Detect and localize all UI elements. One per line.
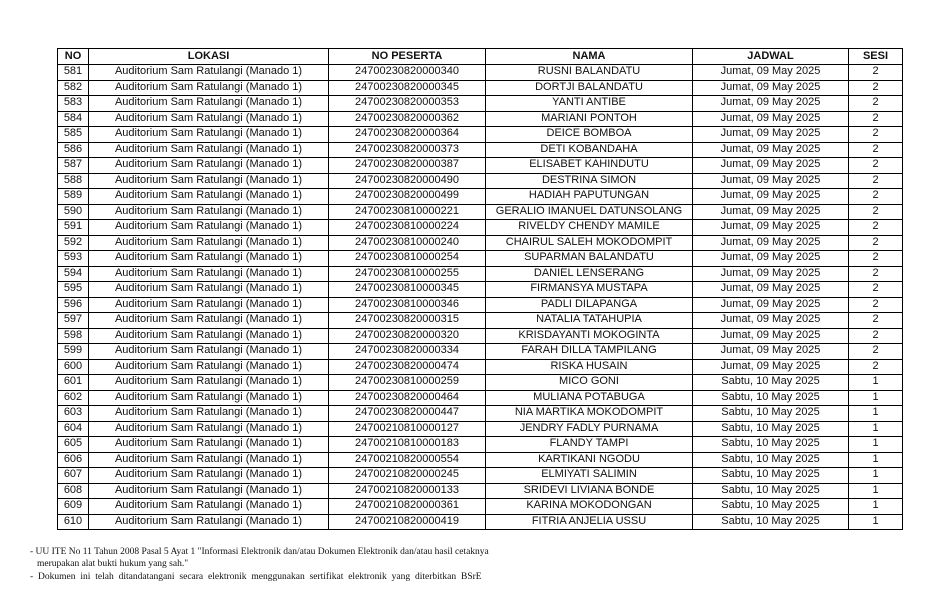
cell-no-peserta: 24700230820000353 [329, 96, 486, 112]
table-row [58, 328, 903, 344]
cell-lokasi: Auditorium Sam Ratulangi (Manado 1) [89, 421, 329, 437]
cell-sesi: 2 [849, 220, 903, 236]
column-header-nama: NAMA [486, 49, 693, 65]
cell-no-peserta: 24700210820000554 [329, 452, 486, 468]
cell-no: 608 [58, 483, 89, 499]
cell-no: 598 [58, 328, 89, 344]
cell-no: 591 [58, 220, 89, 236]
cell-nama: MICO GONI [486, 375, 693, 391]
cell-lokasi: Auditorium Sam Ratulangi (Manado 1) [89, 127, 329, 143]
cell-jadwal: Sabtu, 10 May 2025 [693, 499, 849, 515]
cell-sesi: 2 [849, 266, 903, 282]
cell-sesi: 1 [849, 406, 903, 422]
cell-jadwal: Jumat, 09 May 2025 [693, 142, 849, 158]
table-row [58, 189, 903, 205]
cell-no: 582 [58, 80, 89, 96]
cell-jadwal: Jumat, 09 May 2025 [693, 235, 849, 251]
cell-nama: FLANDY TAMPI [486, 437, 693, 453]
cell-sesi: 2 [849, 297, 903, 313]
table-row [58, 127, 903, 143]
cell-jadwal: Jumat, 09 May 2025 [693, 111, 849, 127]
cell-no: 588 [58, 173, 89, 189]
cell-jadwal: Jumat, 09 May 2025 [693, 328, 849, 344]
cell-no: 605 [58, 437, 89, 453]
table-row [58, 111, 903, 127]
cell-no-peserta: 24700210820000245 [329, 468, 486, 484]
table-header-row [58, 49, 903, 65]
cell-no-peserta: 24700230820000474 [329, 359, 486, 375]
cell-jadwal: Sabtu, 10 May 2025 [693, 421, 849, 437]
cell-no-peserta: 24700230820000499 [329, 189, 486, 205]
cell-no: 593 [58, 251, 89, 267]
cell-nama: ELMIYATI SALIMIN [486, 468, 693, 484]
cell-lokasi: Auditorium Sam Ratulangi (Manado 1) [89, 514, 329, 530]
cell-no-peserta: 24700230820000464 [329, 390, 486, 406]
cell-sesi: 2 [849, 328, 903, 344]
cell-no: 609 [58, 499, 89, 515]
cell-lokasi: Auditorium Sam Ratulangi (Manado 1) [89, 142, 329, 158]
cell-no: 606 [58, 452, 89, 468]
cell-nama: RIVELDY CHENDY MAMILE [486, 220, 693, 236]
cell-no: 607 [58, 468, 89, 484]
cell-nama: RUSNI BALANDATU [486, 65, 693, 81]
column-header-no: NO [58, 49, 89, 65]
cell-nama: KARINA MOKODONGAN [486, 499, 693, 515]
cell-no-peserta: 24700230820000447 [329, 406, 486, 422]
cell-lokasi: Auditorium Sam Ratulangi (Manado 1) [89, 297, 329, 313]
cell-sesi: 2 [849, 80, 903, 96]
cell-sesi: 2 [849, 142, 903, 158]
cell-jadwal: Sabtu, 10 May 2025 [693, 406, 849, 422]
cell-jadwal: Sabtu, 10 May 2025 [693, 437, 849, 453]
table-row [58, 514, 903, 530]
cell-jadwal: Jumat, 09 May 2025 [693, 313, 849, 329]
cell-lokasi: Auditorium Sam Ratulangi (Manado 1) [89, 406, 329, 422]
table-row [58, 142, 903, 158]
cell-no-peserta: 24700230810000224 [329, 220, 486, 236]
cell-sesi: 2 [849, 282, 903, 298]
table-row [58, 96, 903, 112]
cell-lokasi: Auditorium Sam Ratulangi (Manado 1) [89, 375, 329, 391]
cell-no: 597 [58, 313, 89, 329]
cell-no-peserta: 24700230810000240 [329, 235, 486, 251]
note-uu-ite-line2: merupakan alat bukti hukum yang sah." [37, 559, 189, 570]
cell-no-peserta: 24700230820000490 [329, 173, 486, 189]
cell-jadwal: Jumat, 09 May 2025 [693, 297, 849, 313]
cell-jadwal: Sabtu, 10 May 2025 [693, 514, 849, 530]
cell-jadwal: Jumat, 09 May 2025 [693, 344, 849, 360]
cell-no: 585 [58, 127, 89, 143]
cell-no: 586 [58, 142, 89, 158]
cell-lokasi: Auditorium Sam Ratulangi (Manado 1) [89, 220, 329, 236]
cell-no-peserta: 24700210820000361 [329, 499, 486, 515]
cell-sesi: 1 [849, 483, 903, 499]
cell-sesi: 2 [849, 251, 903, 267]
cell-jadwal: Jumat, 09 May 2025 [693, 204, 849, 220]
cell-sesi: 1 [849, 390, 903, 406]
cell-no-peserta: 24700210810000183 [329, 437, 486, 453]
cell-jadwal: Jumat, 09 May 2025 [693, 359, 849, 375]
cell-lokasi: Auditorium Sam Ratulangi (Manado 1) [89, 328, 329, 344]
cell-no: 590 [58, 204, 89, 220]
cell-sesi: 2 [849, 313, 903, 329]
table-row [58, 468, 903, 484]
cell-nama: PADLI DILAPANGA [486, 297, 693, 313]
cell-jadwal: Jumat, 09 May 2025 [693, 220, 849, 236]
cell-lokasi: Auditorium Sam Ratulangi (Manado 1) [89, 173, 329, 189]
cell-no: 584 [58, 111, 89, 127]
note-digital-signature: - Dokumen ini telah ditandatangani secara elektronik menggunakan sertifikat elektronik yang diterbitkan BSrE [30, 571, 482, 582]
cell-lokasi: Auditorium Sam Ratulangi (Manado 1) [89, 189, 329, 205]
cell-jadwal: Jumat, 09 May 2025 [693, 251, 849, 267]
cell-nama: YANTI ANTIBE [486, 96, 693, 112]
cell-nama: KARTIKANI NGODU [486, 452, 693, 468]
cell-lokasi: Auditorium Sam Ratulangi (Manado 1) [89, 204, 329, 220]
cell-no: 604 [58, 421, 89, 437]
cell-no: 603 [58, 406, 89, 422]
table-row [58, 483, 903, 499]
cell-nama: DEICE BOMBOA [486, 127, 693, 143]
table-row [58, 452, 903, 468]
table-row [58, 421, 903, 437]
cell-lokasi: Auditorium Sam Ratulangi (Manado 1) [89, 282, 329, 298]
cell-nama: RISKA HUSAIN [486, 359, 693, 375]
table-row [58, 235, 903, 251]
cell-no-peserta: 24700230820000364 [329, 127, 486, 143]
cell-nama: HADIAH PAPUTUNGAN [486, 189, 693, 205]
table-row [58, 375, 903, 391]
table-row [58, 390, 903, 406]
table-row [58, 313, 903, 329]
cell-sesi: 2 [849, 235, 903, 251]
cell-lokasi: Auditorium Sam Ratulangi (Manado 1) [89, 390, 329, 406]
table-row [58, 251, 903, 267]
cell-sesi: 1 [849, 421, 903, 437]
cell-jadwal: Jumat, 09 May 2025 [693, 96, 849, 112]
cell-no-peserta: 24700230820000315 [329, 313, 486, 329]
cell-no-peserta: 24700230820000387 [329, 158, 486, 174]
cell-sesi: 2 [849, 111, 903, 127]
cell-no: 596 [58, 297, 89, 313]
cell-nama: SUPARMAN BALANDATU [486, 251, 693, 267]
cell-jadwal: Jumat, 09 May 2025 [693, 80, 849, 96]
table-row [58, 359, 903, 375]
cell-sesi: 2 [849, 158, 903, 174]
cell-no-peserta: 24700210810000127 [329, 421, 486, 437]
cell-jadwal: Jumat, 09 May 2025 [693, 189, 849, 205]
cell-lokasi: Auditorium Sam Ratulangi (Manado 1) [89, 266, 329, 282]
cell-nama: JENDRY FADLY PURNAMA [486, 421, 693, 437]
legal-notes [30, 546, 630, 583]
table-row [58, 220, 903, 236]
table-row [58, 173, 903, 189]
cell-lokasi: Auditorium Sam Ratulangi (Manado 1) [89, 452, 329, 468]
cell-no: 601 [58, 375, 89, 391]
cell-no-peserta: 24700230820000362 [329, 111, 486, 127]
cell-lokasi: Auditorium Sam Ratulangi (Manado 1) [89, 483, 329, 499]
cell-no: 589 [58, 189, 89, 205]
cell-lokasi: Auditorium Sam Ratulangi (Manado 1) [89, 359, 329, 375]
cell-nama: SRIDEVI LIVIANA BONDE [486, 483, 693, 499]
cell-nama: DANIEL LENSERANG [486, 266, 693, 282]
cell-lokasi: Auditorium Sam Ratulangi (Manado 1) [89, 437, 329, 453]
cell-lokasi: Auditorium Sam Ratulangi (Manado 1) [89, 111, 329, 127]
cell-jadwal: Sabtu, 10 May 2025 [693, 390, 849, 406]
cell-sesi: 1 [849, 375, 903, 391]
cell-nama: NATALIA TATAHUPIA [486, 313, 693, 329]
cell-nama: FIRMANSYA MUSTAPA [486, 282, 693, 298]
cell-sesi: 1 [849, 514, 903, 530]
cell-sesi: 2 [849, 65, 903, 81]
cell-lokasi: Auditorium Sam Ratulangi (Manado 1) [89, 235, 329, 251]
cell-sesi: 2 [849, 173, 903, 189]
cell-no: 594 [58, 266, 89, 282]
cell-no: 602 [58, 390, 89, 406]
cell-sesi: 1 [849, 452, 903, 468]
cell-nama: KRISDAYANTI MOKOGINTA [486, 328, 693, 344]
cell-jadwal: Jumat, 09 May 2025 [693, 127, 849, 143]
cell-sesi: 2 [849, 96, 903, 112]
cell-nama: MULIANA POTABUGA [486, 390, 693, 406]
cell-jadwal: Sabtu, 10 May 2025 [693, 375, 849, 391]
table-body [58, 65, 903, 530]
cell-no-peserta: 24700230810000254 [329, 251, 486, 267]
cell-jadwal: Jumat, 09 May 2025 [693, 158, 849, 174]
cell-nama: DETI KOBANDAHA [486, 142, 693, 158]
table-row [58, 437, 903, 453]
cell-lokasi: Auditorium Sam Ratulangi (Manado 1) [89, 313, 329, 329]
cell-no-peserta: 24700230820000345 [329, 80, 486, 96]
cell-no-peserta: 24700230820000340 [329, 65, 486, 81]
cell-sesi: 2 [849, 204, 903, 220]
cell-jadwal: Sabtu, 10 May 2025 [693, 452, 849, 468]
cell-nama: DESTRINA SIMON [486, 173, 693, 189]
column-header-jadwal: JADWAL [693, 49, 849, 65]
cell-no: 600 [58, 359, 89, 375]
cell-nama: NIA MARTIKA MOKODOMPIT [486, 406, 693, 422]
cell-no-peserta: 24700230820000320 [329, 328, 486, 344]
cell-lokasi: Auditorium Sam Ratulangi (Manado 1) [89, 251, 329, 267]
cell-sesi: 1 [849, 468, 903, 484]
column-header-lokasi: LOKASI [89, 49, 329, 65]
cell-jadwal: Sabtu, 10 May 2025 [693, 483, 849, 499]
cell-nama: FITRIA ANJELIA USSU [486, 514, 693, 530]
cell-no-peserta: 24700230820000373 [329, 142, 486, 158]
cell-nama: GERALIO IMANUEL DATUNSOLANG [486, 204, 693, 220]
cell-jadwal: Jumat, 09 May 2025 [693, 282, 849, 298]
cell-no-peserta: 24700230810000221 [329, 204, 486, 220]
cell-lokasi: Auditorium Sam Ratulangi (Manado 1) [89, 80, 329, 96]
column-header-sesi: SESI [849, 49, 903, 65]
cell-jadwal: Sabtu, 10 May 2025 [693, 468, 849, 484]
cell-no-peserta: 24700230810000345 [329, 282, 486, 298]
table-row [58, 282, 903, 298]
table-row [58, 406, 903, 422]
cell-sesi: 2 [849, 189, 903, 205]
exam-schedule-table [57, 48, 903, 530]
table-row [58, 344, 903, 360]
cell-jadwal: Jumat, 09 May 2025 [693, 266, 849, 282]
cell-nama: CHAIRUL SALEH MOKODOMPIT [486, 235, 693, 251]
cell-lokasi: Auditorium Sam Ratulangi (Manado 1) [89, 65, 329, 81]
cell-jadwal: Jumat, 09 May 2025 [693, 65, 849, 81]
cell-sesi: 2 [849, 127, 903, 143]
cell-nama: ELISABET KAHINDUTU [486, 158, 693, 174]
cell-no: 583 [58, 96, 89, 112]
cell-no-peserta: 24700230810000346 [329, 297, 486, 313]
cell-no: 595 [58, 282, 89, 298]
cell-nama: MARIANI PONTOH [486, 111, 693, 127]
table-row [58, 158, 903, 174]
cell-no: 610 [58, 514, 89, 530]
note-uu-ite-line1: - UU ITE No 11 Tahun 2008 Pasal 5 Ayat 1 "Informasi Elektronik dan/atau Dokumen Elektronik dan/atau hasil cetaknya [30, 547, 489, 557]
cell-jadwal: Jumat, 09 May 2025 [693, 173, 849, 189]
cell-nama: DORTJI BALANDATU [486, 80, 693, 96]
cell-sesi: 2 [849, 359, 903, 375]
table-row [58, 204, 903, 220]
cell-lokasi: Auditorium Sam Ratulangi (Manado 1) [89, 96, 329, 112]
column-header-no-peserta: NO PESERTA [329, 49, 486, 65]
cell-sesi: 1 [849, 437, 903, 453]
cell-no-peserta: 24700230810000255 [329, 266, 486, 282]
cell-nama: FARAH DILLA TAMPILANG [486, 344, 693, 360]
table-row [58, 65, 903, 81]
cell-no: 587 [58, 158, 89, 174]
cell-no-peserta: 24700230810000259 [329, 375, 486, 391]
cell-lokasi: Auditorium Sam Ratulangi (Manado 1) [89, 468, 329, 484]
table-row [58, 266, 903, 282]
cell-sesi: 2 [849, 344, 903, 360]
cell-no: 581 [58, 65, 89, 81]
cell-lokasi: Auditorium Sam Ratulangi (Manado 1) [89, 344, 329, 360]
cell-no: 592 [58, 235, 89, 251]
cell-sesi: 1 [849, 499, 903, 515]
table-row [58, 80, 903, 96]
table-row [58, 297, 903, 313]
cell-no-peserta: 24700230820000334 [329, 344, 486, 360]
cell-no: 599 [58, 344, 89, 360]
cell-lokasi: Auditorium Sam Ratulangi (Manado 1) [89, 158, 329, 174]
cell-lokasi: Auditorium Sam Ratulangi (Manado 1) [89, 499, 329, 515]
cell-no-peserta: 24700210820000419 [329, 514, 486, 530]
cell-no-peserta: 24700210820000133 [329, 483, 486, 499]
table-row [58, 499, 903, 515]
